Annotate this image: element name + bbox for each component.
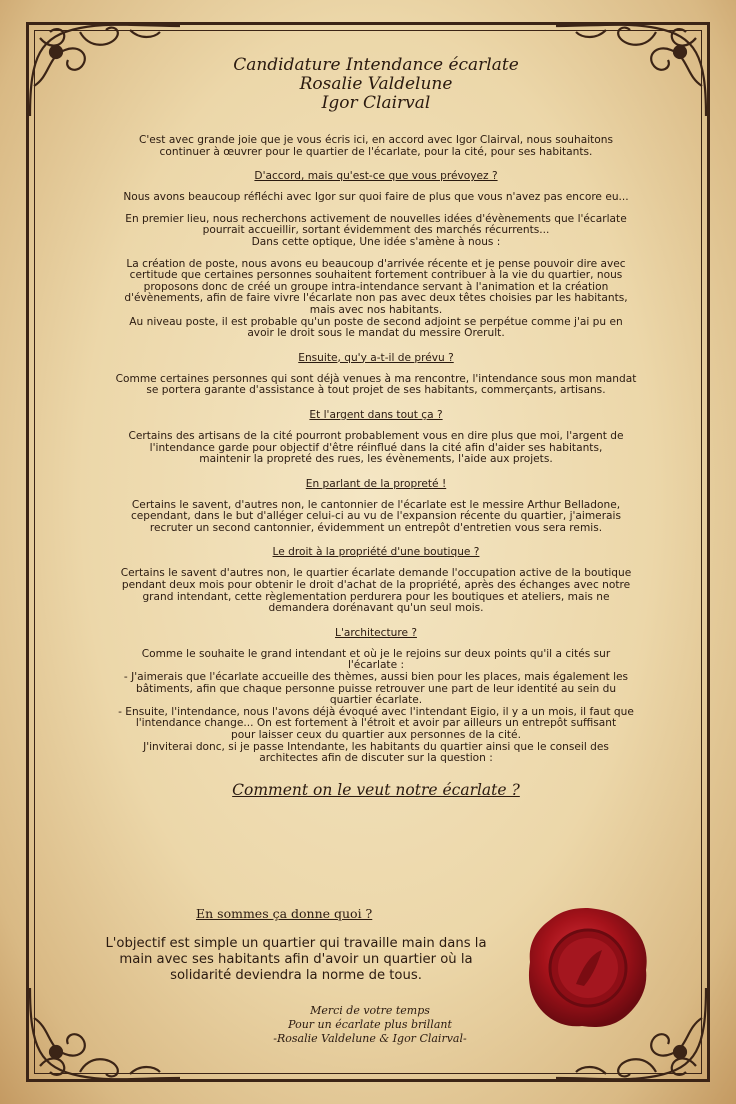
author-name-2: Igor Clairval: [321, 93, 431, 113]
big-question: Comment on le veut notre écarlate ?: [232, 780, 520, 799]
section-heading: Ensuite, qu'y a-t-il de prévu ?: [298, 351, 454, 364]
section-heading: Le droit à la propriété d'une boutique ?: [272, 546, 480, 559]
section-heading: D'accord, mais qu'est-ce que vous prévoyez ?: [254, 170, 498, 183]
section-heading: Et l'argent dans tout ça ?: [309, 408, 443, 421]
section-heading: L'architecture ?: [335, 626, 417, 639]
author-name-1: Rosalie Valdelune: [299, 74, 453, 94]
paragraph: Certains le savent d'autres non, le quartier écarlate demande l'occupation active de la boutique pendant deux mois pour obtenir le droit d'achat de la propriété, après des échanges avec notre grand intendant, cette règlementation perdurera pour les boutiques et ateliers, mais ne demandera dorénavant qu'un seul mois.: [120, 567, 632, 615]
wax-seal-icon: [524, 904, 652, 1032]
letter-body: [78, 56, 674, 799]
paragraph: Certains le savent, d'autres non, le cantonnier de l'écarlate est le messire Arthur Belladone, cependant, dans le but d'alléger celui-ci au vu de l'expansion récente du quartier, j'aimerais recruter un second cantonnier, évidemment un entrepôt d'entretien vous sera remis.: [130, 498, 622, 534]
paragraph: Comme certaines personnes qui sont déjà venues à ma rencontre, l'intendance sous mon mandat se portera garante d'assistance à tout projet de ses habitants, commerçants, artisans.: [115, 372, 637, 397]
conclusion-heading: En sommes ça donne quoi ?: [196, 906, 373, 921]
closing-signature: Merci de votre temps Pour un écarlate plus brillant -Rosalie Valdelune & Igor Clairval-: [273, 1004, 467, 1045]
corner-ornament-icon: [20, 978, 190, 1088]
conclusion-paragraph: L'objectif est simple un quartier qui travaille main dans la main avec ses habitants afin d'avoir un quartier où la solidarité deviendra la norme de tous.: [105, 936, 487, 983]
paragraph: En premier lieu, nous recherchons activement de nouvelles idées d'évènements que l'écarlate pourrait accueillir, sortant évidemment des marchés récurrents... Dans cette optique, Une idée s'amène à nous :: [125, 212, 627, 248]
paragraph: Nous avons beaucoup réfléchi avec Igor sur quoi faire de plus que vous n'avez pas encore eu...: [123, 191, 629, 204]
paragraph: Certains des artisans de la cité pourront probablement vous en dire plus que moi, l'argent de l'intendance garde pour objectif d'être réinflué dans la cité afin d'aider ses habitants, maintenir la propreté des rues, les évènements, l'aide aux projets.: [128, 429, 624, 466]
letter-title: Candidature Intendance écarlate: [233, 55, 519, 75]
section-heading: En parlant de la propreté !: [305, 477, 447, 490]
paragraph: La création de poste, nous avons eu beaucoup d'arrivée récente et je pense pouvoir dire avec certitude que certaines personnes souhaitent fortement contribuer à la vie du quartier, nous proposons donc de créé un groupe intra-intendance servant à l'animation et la création d'évènements, afin de faire vivre l'écarlate non pas avec deux têtes choisies par les habitants, mais avec nos habitants. Au niveau poste, il est probable qu'un poste de second adjoint se perpétue comme j'ai pu en avoir le droit sous le mandat du messire Orerult.: [124, 257, 628, 340]
intro-paragraph: C'est avec grande joie que je vous écris ici, en accord avec Igor Clairval, nous souhaitons continuer à œuvrer pour le quartier de l'écarlate, pour la cité, pour ses habitants.: [138, 134, 614, 158]
paragraph: Comme le souhaite le grand intendant et où je le rejoins sur deux points qu'il a cités sur l'écarlate : - J'aimerais que l'écarlate accueille des thèmes, aussi bien pour les places, mais également les bâtiments, afin que chaque personne puisse retrouver une part de leur identité au sein du quartier écarlate. - Ensuite, l'intendance, nous l'avons déjà évoqué avec l'intendant Eigio, il y a un mois, il faut que l'intendance change... On est fortement à l'étroit et avoir par ailleurs un entrepôt suffisant pour laisser ceux du quartier aux personnes de la cité. J'inviterai donc, si je passe Intendante, les habitants du quartier ainsi que le conseil des architectes afin de discuter sur la question :: [118, 647, 634, 765]
